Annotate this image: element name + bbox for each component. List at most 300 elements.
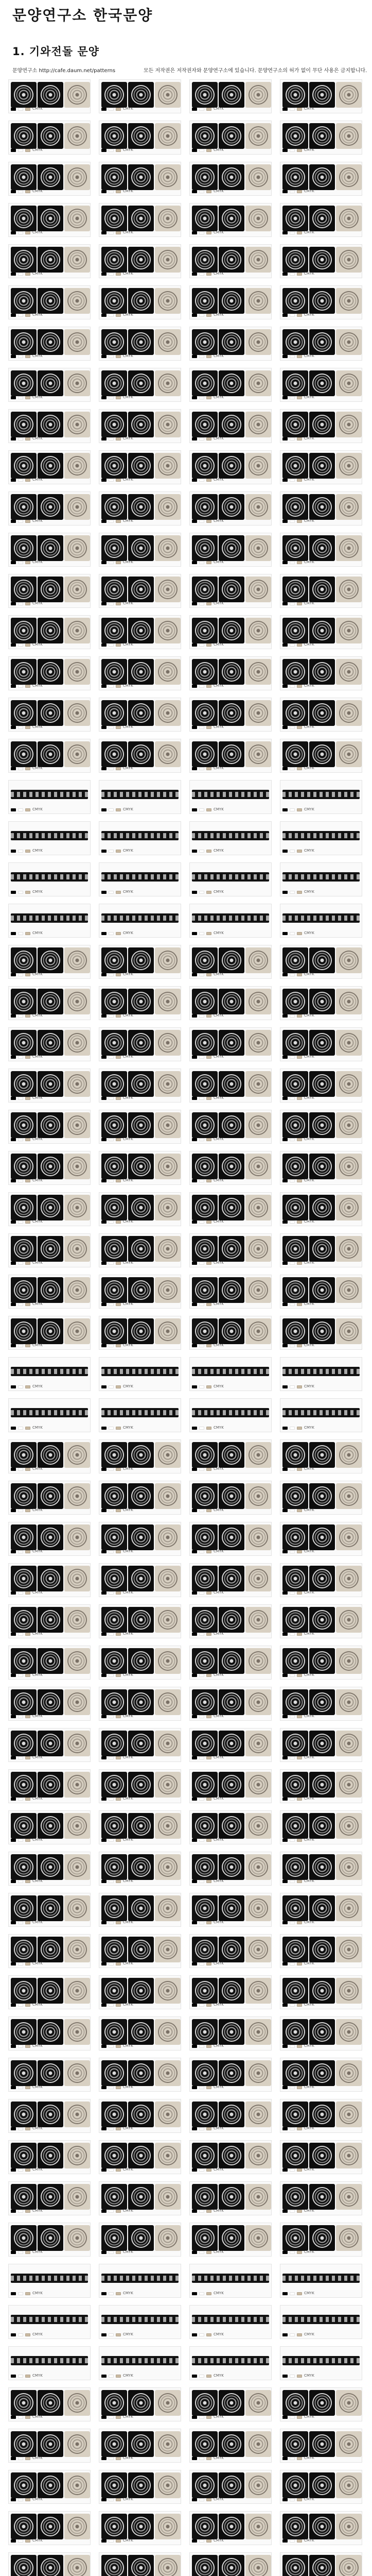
color-swatch [11,2498,16,2501]
pattern-disc [14,662,33,682]
pattern-disc [158,167,178,187]
pattern-panel [189,203,272,237]
color-swatch [116,1385,121,1388]
pattern-disc [158,2228,178,2248]
pattern-photo [336,1524,362,1550]
swatch-label: CMYK [123,1013,133,1018]
color-swatches [11,1921,43,1924]
pattern-disc [286,167,305,187]
swatch-label: CMYK [304,1384,314,1388]
pattern-panel [189,2264,272,2298]
pattern-disc [41,291,60,311]
swatch-label: CMYK [32,2497,43,2501]
color-swatches [282,1096,314,1100]
color-swatch [290,2127,295,2130]
color-swatch [199,602,204,605]
pattern-disc [195,2517,215,2536]
pattern-panel [99,244,181,278]
color-swatch [18,1674,23,1677]
color-swatch [206,1715,211,1718]
color-swatch [206,602,211,605]
color-swatch [206,1014,211,1018]
pattern-thumbnail [309,1236,335,1262]
pattern-thumbnail [309,1277,335,1303]
color-swatches [11,1715,43,1718]
color-swatches [192,2127,224,2130]
color-swatch [290,2168,295,2172]
pattern-disc [67,85,87,105]
color-swatches [192,1302,224,1306]
pattern-thumbnail [219,1648,244,1674]
pattern-panel [280,1275,362,1309]
pattern-disc [131,1940,151,1959]
color-swatch [109,2210,114,2213]
pattern-disc [104,580,124,599]
pattern-thumbnail [282,2514,308,2539]
pattern-disc [286,1940,305,1959]
pattern-photo [64,618,90,643]
pattern-photo [155,1277,181,1303]
pattern-photo [64,2225,90,2251]
swatch-label: CMYK [304,1467,314,1471]
pattern-disc [195,2476,215,2495]
pattern-thumbnail [128,2225,154,2251]
pattern-thumbnail [219,288,244,314]
swatch-label: CMYK [304,2250,314,2254]
color-swatches [11,602,43,605]
pattern-thumbnail [219,989,244,1014]
pattern-disc [339,2146,359,2165]
pattern-disc [41,1528,60,1547]
pattern-disc [41,1033,60,1053]
pattern-thumbnail [128,1277,154,1303]
pattern-photo [64,370,90,396]
color-swatch [109,1798,114,1801]
pattern-photo [336,741,362,767]
color-swatches [11,2539,43,2543]
pattern-disc [41,1610,60,1630]
color-swatch [109,355,114,358]
color-swatches [11,2086,43,2089]
pattern-thumbnail [282,947,308,973]
pattern-disc [312,1981,332,2001]
pattern-disc [222,291,241,311]
band-pattern [11,831,88,840]
color-swatch [282,561,288,564]
pattern-disc [14,1157,33,1176]
pattern-disc [158,1321,178,1341]
pattern-panel [280,2181,362,2215]
pattern-photo [245,1442,271,1468]
pattern-disc [131,1198,151,1217]
pattern-disc [249,538,268,558]
pattern-panel [280,450,362,484]
color-swatches [101,1385,133,1388]
pattern-disc [312,1775,332,1794]
pattern-disc [222,538,241,558]
color-swatch [18,1550,23,1553]
pattern-disc [249,1280,268,1300]
pattern-thumbnail [309,535,335,561]
pattern-thumbnail [11,370,37,396]
swatch-label: CMYK [123,807,133,811]
pattern-photo [155,1318,181,1344]
swatch-label: CMYK [123,1096,133,1100]
pattern-panel [8,2140,91,2174]
pattern-photo [155,2555,181,2576]
color-swatch [199,1591,204,1595]
pattern-photo [245,700,271,726]
pattern-disc [222,1651,241,1671]
color-swatch [206,2086,211,2089]
pattern-thumbnail [38,2514,63,2539]
pattern-thumbnail [192,947,218,973]
color-swatch [199,973,204,976]
color-swatch [25,932,30,935]
color-swatches [192,1591,224,1595]
color-swatch [18,1591,23,1595]
swatch-label: CMYK [32,1673,43,1677]
color-swatch [297,149,302,152]
pattern-disc [222,992,241,1011]
swatch-label: CMYK [214,272,224,276]
swatch-label: CMYK [304,1219,314,1224]
pattern-panel [99,1481,181,1515]
color-swatch [290,2416,295,2419]
pattern-photo [245,2472,271,2498]
pattern-thumbnail [192,577,218,602]
color-swatch [206,520,211,523]
color-swatch [101,2375,107,2378]
pattern-photo [245,1895,271,1921]
pattern-thumbnail [282,577,308,602]
color-swatch [290,2251,295,2254]
pattern-disc [286,2434,305,2454]
swatch-label: CMYK [214,230,224,234]
pattern-photo [245,2225,271,2251]
pattern-disc [195,1940,215,1959]
pattern-photo [64,412,90,437]
swatch-label: CMYK [214,1013,224,1018]
pattern-disc [222,2558,241,2576]
color-swatches [11,272,43,276]
color-swatch [290,314,295,317]
pattern-disc [312,580,332,599]
pattern-panel [189,492,272,526]
pattern-panel [99,2552,181,2576]
color-swatch [206,643,211,647]
color-swatches [192,107,224,111]
pattern-panel [99,121,181,155]
pattern-photo [155,2184,181,2210]
pattern-disc [339,1734,359,1753]
color-swatches [192,2374,224,2378]
pattern-thumbnail [38,1978,63,2004]
pattern-disc [312,1033,332,1053]
pattern-disc [158,2022,178,2042]
pattern-disc [195,1528,215,1547]
color-swatch [297,808,302,811]
pattern-thumbnail [309,741,335,767]
pattern-disc [158,209,178,228]
pattern-thumbnail [101,1195,127,1221]
color-swatch [297,1468,302,1471]
pattern-panel [280,2223,362,2257]
pattern-photo [155,1648,181,1674]
color-swatch [11,1962,16,1965]
pattern-disc [131,1115,151,1135]
pattern-panel [8,203,91,237]
color-swatch [18,1880,23,1883]
pattern-thumbnail [192,1854,218,1880]
pattern-thumbnail [192,1071,218,1097]
color-swatch [18,643,23,647]
pattern-disc [131,1569,151,1588]
color-swatch [109,561,114,564]
band-pattern [101,2315,179,2324]
pattern-photo [245,1772,271,1798]
pattern-panel [280,1233,362,1267]
pattern-thumbnail [192,1236,218,1262]
pattern-disc [131,374,151,393]
color-swatch [18,1179,23,1182]
pattern-disc [286,1486,305,1506]
color-swatches [101,973,133,976]
color-swatches [282,1302,314,1306]
color-swatch [25,561,30,564]
color-swatch [116,2333,121,2336]
color-swatches [282,1467,314,1471]
color-swatch [282,2251,288,2254]
band-pattern [282,2356,360,2365]
color-swatch [290,2333,295,2336]
pattern-thumbnail [101,288,127,314]
pattern-photo [245,577,271,602]
color-swatch [282,1097,288,1100]
pattern-panel [99,2387,181,2421]
swatch-label: CMYK [32,1467,43,1471]
pattern-thumbnail [11,494,37,520]
pattern-disc [158,2393,178,2413]
swatch-label: CMYK [304,1096,314,1100]
color-swatches [282,2209,314,2213]
band-pattern [282,790,360,799]
pattern-photo [336,1772,362,1798]
pattern-disc [104,1569,124,1588]
pattern-photo [64,1731,90,1756]
swatch-label: CMYK [123,2044,133,2048]
pattern-photo [155,1689,181,1715]
swatch-label: CMYK [214,395,224,399]
color-swatch [109,1385,114,1388]
color-swatch [297,891,302,894]
color-swatch [101,1138,107,1141]
pattern-panel [8,1646,91,1680]
pattern-thumbnail [128,1607,154,1633]
pattern-disc [104,2105,124,2124]
color-swatch [18,437,23,440]
pattern-disc [195,2393,215,2413]
color-swatch [18,1756,23,1759]
color-swatch [199,520,204,523]
pattern-disc [286,415,305,434]
pattern-photo [155,1772,181,1798]
color-swatches [101,2415,133,2419]
pattern-thumbnail [219,1442,244,1468]
pattern-disc [41,1857,60,1877]
pattern-disc [195,291,215,311]
pattern-thumbnail [282,370,308,396]
pattern-thumbnail [11,1318,37,1344]
pattern-disc [41,2517,60,2536]
pattern-disc [104,1816,124,1836]
pattern-disc [249,456,268,476]
band-pattern [101,2274,179,2283]
color-swatch [25,850,30,853]
swatch-label: CMYK [304,2374,314,2378]
pattern-disc [249,1569,268,1588]
pattern-thumbnail [282,1648,308,1674]
color-swatch [199,767,204,770]
pattern-panel [280,2099,362,2133]
pattern-photo [336,370,362,396]
color-swatch [116,396,121,399]
pattern-thumbnail [219,1030,244,1056]
pattern-disc [104,2517,124,2536]
color-swatch [290,1509,295,1512]
swatch-label: CMYK [123,2085,133,2089]
pattern-panel [189,574,272,608]
pattern-disc [286,1816,305,1836]
color-swatch [25,1097,30,1100]
pattern-disc [195,662,215,682]
color-swatch [290,726,295,729]
color-swatches [101,519,133,523]
pattern-panel [8,2058,91,2092]
color-swatches [101,2003,133,2007]
pattern-photo [245,2143,271,2168]
color-swatch [116,1921,121,1924]
swatch-label: CMYK [214,2044,224,2048]
color-swatches [282,437,314,440]
color-swatches [192,973,224,976]
pattern-disc [312,1816,332,1836]
pattern-panel [280,533,362,567]
pattern-disc [131,1981,151,2001]
pattern-thumbnail [282,2184,308,2210]
color-swatch [297,2416,302,2419]
pattern-photo [336,577,362,602]
color-swatch [109,1179,114,1182]
pattern-thumbnail [192,1442,218,1468]
pattern-disc [131,2434,151,2454]
pattern-photo [155,1524,181,1550]
pattern-panel [189,1069,272,1103]
color-swatch [282,190,288,193]
pattern-disc [14,1115,33,1135]
color-swatches [282,808,314,811]
color-swatches [192,1220,224,1224]
pattern-thumbnail [38,2184,63,2210]
pattern-disc [14,621,33,640]
color-swatch [11,355,16,358]
pattern-thumbnail [11,1648,37,1674]
pattern-panel [8,2264,91,2298]
color-swatch [297,2539,302,2543]
swatch-label: CMYK [123,436,133,440]
color-swatches [101,1055,133,1059]
color-swatches [282,2456,314,2460]
pattern-thumbnail [219,123,244,149]
pattern-disc [14,1899,33,1918]
pattern-disc [67,1940,87,1959]
pattern-thumbnail [38,494,63,520]
color-swatch [282,1509,288,1512]
pattern-panel [99,2264,181,2298]
color-swatch [101,1427,107,1430]
pattern-thumbnail [128,2514,154,2539]
color-swatch [297,767,302,770]
pattern-disc [158,621,178,640]
pattern-thumbnail [38,1483,63,1509]
pattern-disc [249,415,268,434]
pattern-thumbnail [309,494,335,520]
pattern-thumbnail [128,700,154,726]
color-swatch [199,808,204,811]
pattern-photo [64,1071,90,1097]
pattern-disc [14,126,33,146]
pattern-disc [195,1198,215,1217]
pattern-disc [249,992,268,1011]
pattern-panel [189,1481,272,1515]
color-swatch [282,1839,288,1842]
color-swatch [290,2539,295,2543]
color-swatches [192,1467,224,1471]
color-swatch [116,1014,121,1018]
pattern-thumbnail [309,1772,335,1798]
swatch-label: CMYK [32,1879,43,1883]
pattern-photo [336,618,362,643]
color-swatches [192,2044,224,2048]
color-swatches [282,931,314,935]
swatch-label: CMYK [304,1879,314,1883]
color-swatches [11,2250,43,2254]
pattern-disc [222,126,241,146]
color-swatch [18,808,23,811]
pattern-disc [67,2146,87,2165]
pattern-disc [249,126,268,146]
color-swatch [116,1880,121,1883]
pattern-disc [286,1074,305,1094]
color-swatch [25,2375,30,2378]
color-swatches [282,478,314,482]
pattern-panel [189,1687,272,1721]
swatch-label: CMYK [214,2374,224,2378]
color-swatch [116,1715,121,1718]
color-swatch [109,520,114,523]
pattern-photo [245,247,271,273]
pattern-thumbnail [219,412,244,437]
swatch-label: CMYK [214,2415,224,2419]
pattern-thumbnail [38,1566,63,1591]
pattern-photo [336,2390,362,2416]
pattern-thumbnail [128,2390,154,2416]
color-swatch [116,767,121,770]
pattern-disc [339,1816,359,1836]
color-swatch [101,2127,107,2130]
pattern-disc [222,415,241,434]
pattern-disc [104,1528,124,1547]
